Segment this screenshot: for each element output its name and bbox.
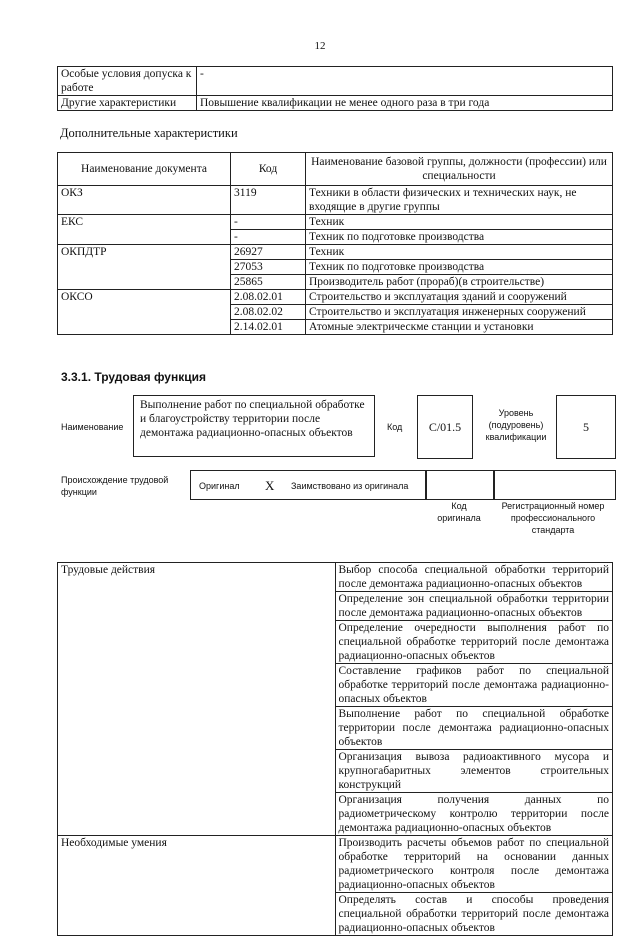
skill-item: Производить расчеты объемов работ по специальной обработке территорий на основании данных радиометрического контроля после демонтажа радиационно-опасных объектов xyxy=(335,836,613,893)
cell-name: Техник по подготовке производства xyxy=(306,260,613,275)
actions-skills-table xyxy=(57,562,613,936)
borrowed-label: Заимствовано из оригинала xyxy=(291,481,409,491)
table-header-row xyxy=(58,153,613,186)
name-label: Наименование xyxy=(61,422,124,432)
reg-number-box xyxy=(493,470,616,500)
cell-code: - xyxy=(231,230,306,245)
cell-name: Атомные электрическме станции и установки xyxy=(306,320,613,335)
cell-name: Строительство и эксплуатация зданий и сооружений xyxy=(306,290,613,305)
action-item: Организация вывоза радиоактивного мусора и крупногабаритных элементов строительных конструкций xyxy=(335,750,613,793)
level-label: Уровень (подуровень) квалификации xyxy=(485,408,547,442)
skills-label: Необходимые умения xyxy=(58,836,336,936)
orig-code-box xyxy=(425,470,495,500)
table-row xyxy=(58,563,613,592)
doc-table xyxy=(57,152,613,335)
origin-label: Происхождение трудовой функции xyxy=(61,475,169,497)
cell-code: 2.08.02.02 xyxy=(231,305,306,320)
level-box: 5 xyxy=(556,395,616,459)
action-item: Организация получения данных по радиометрическому контролю территории после демонтажа радиационно-опасных объектов xyxy=(335,793,613,836)
function-heading: 3.3.1. Трудовая функция xyxy=(61,370,206,384)
table-row xyxy=(58,245,613,260)
orig-code-label: Код оригинала xyxy=(437,501,481,523)
cell-code: 25865 xyxy=(231,275,306,290)
cell-code: - xyxy=(231,215,306,230)
action-item: Выбор способа специальной обработки территорий после демонтажа радиационно-опасных объектов xyxy=(335,563,613,592)
cell-doc: ОКЗ xyxy=(58,186,231,215)
cell-doc: ЕКС xyxy=(58,215,231,245)
action-item: Определение зон специальной обработки территории после демонтажа радиационно-опасных объектов xyxy=(335,592,613,621)
section-title: Дополнительные характеристики xyxy=(60,126,238,140)
cell-doc: ОКСО xyxy=(58,290,231,335)
table-row xyxy=(58,215,613,230)
cell-name: Техник по подготовке производства xyxy=(306,230,613,245)
action-item: Составление графиков работ по специальной обработке территорий после демонтажа радиационно-опасных объектов xyxy=(335,664,613,707)
function-name-box: Выполнение работ по специальной обработке и благоустройству территории после демонтажа радиационно-опасных объектов xyxy=(133,395,375,457)
col-header-doc: Наименование документа xyxy=(58,153,231,186)
original-label: Оригинал xyxy=(199,481,240,491)
table-row xyxy=(58,96,613,111)
cell-name: Техники в области физических и технических наук, не входящие в другие группы xyxy=(306,186,613,215)
table-row xyxy=(58,290,613,305)
cell-code: 2.14.02.01 xyxy=(231,320,306,335)
row-label: Другие характеристики xyxy=(58,96,197,111)
cell-code: 26927 xyxy=(231,245,306,260)
row-label: Особые условия допуска к работе xyxy=(58,67,197,96)
cell-name: Техник xyxy=(306,245,613,260)
cell-name: Производитель работ (прораб)(в строительстве) xyxy=(306,275,613,290)
row-value: - xyxy=(197,67,613,96)
action-item: Выполнение работ по специальной обработке территории после демонтажа радиационно-опасных объектов xyxy=(335,707,613,750)
table-row xyxy=(58,67,613,96)
cell-code: 2.08.02.01 xyxy=(231,290,306,305)
cell-code: 3119 xyxy=(231,186,306,215)
skill-item: Определять состав и способы проведения специальной обработки территорий после демонтажа радиационно-опасных объектов xyxy=(335,893,613,936)
action-item: Определение очередности выполнения работ по специальной обработке территорий после демонтажа радиационно-опасных объектов xyxy=(335,621,613,664)
table-row xyxy=(58,186,613,215)
col-header-name: Наименование базовой группы, должности (профессии) или специальности xyxy=(306,153,613,186)
table-row xyxy=(58,836,613,893)
origin-box xyxy=(190,470,427,500)
cell-name: Строительство и эксплуатация инженерных сооружений xyxy=(306,305,613,320)
cell-name: Техник xyxy=(306,215,613,230)
reg-number-label: Регистрационный номер профессионального стандарта xyxy=(501,501,605,535)
original-mark: X xyxy=(265,478,275,493)
page-number: 12 xyxy=(314,40,326,52)
top-table xyxy=(57,66,613,111)
function-code-box: С/01.5 xyxy=(417,395,473,459)
col-header-code: Код xyxy=(231,153,306,186)
code-label: Код xyxy=(387,422,403,432)
cell-code: 27053 xyxy=(231,260,306,275)
row-value: Повышение квалификации не менее одного раза в три года xyxy=(197,96,613,111)
actions-label: Трудовые действия xyxy=(58,563,336,836)
cell-doc: ОКПДТР xyxy=(58,245,231,290)
